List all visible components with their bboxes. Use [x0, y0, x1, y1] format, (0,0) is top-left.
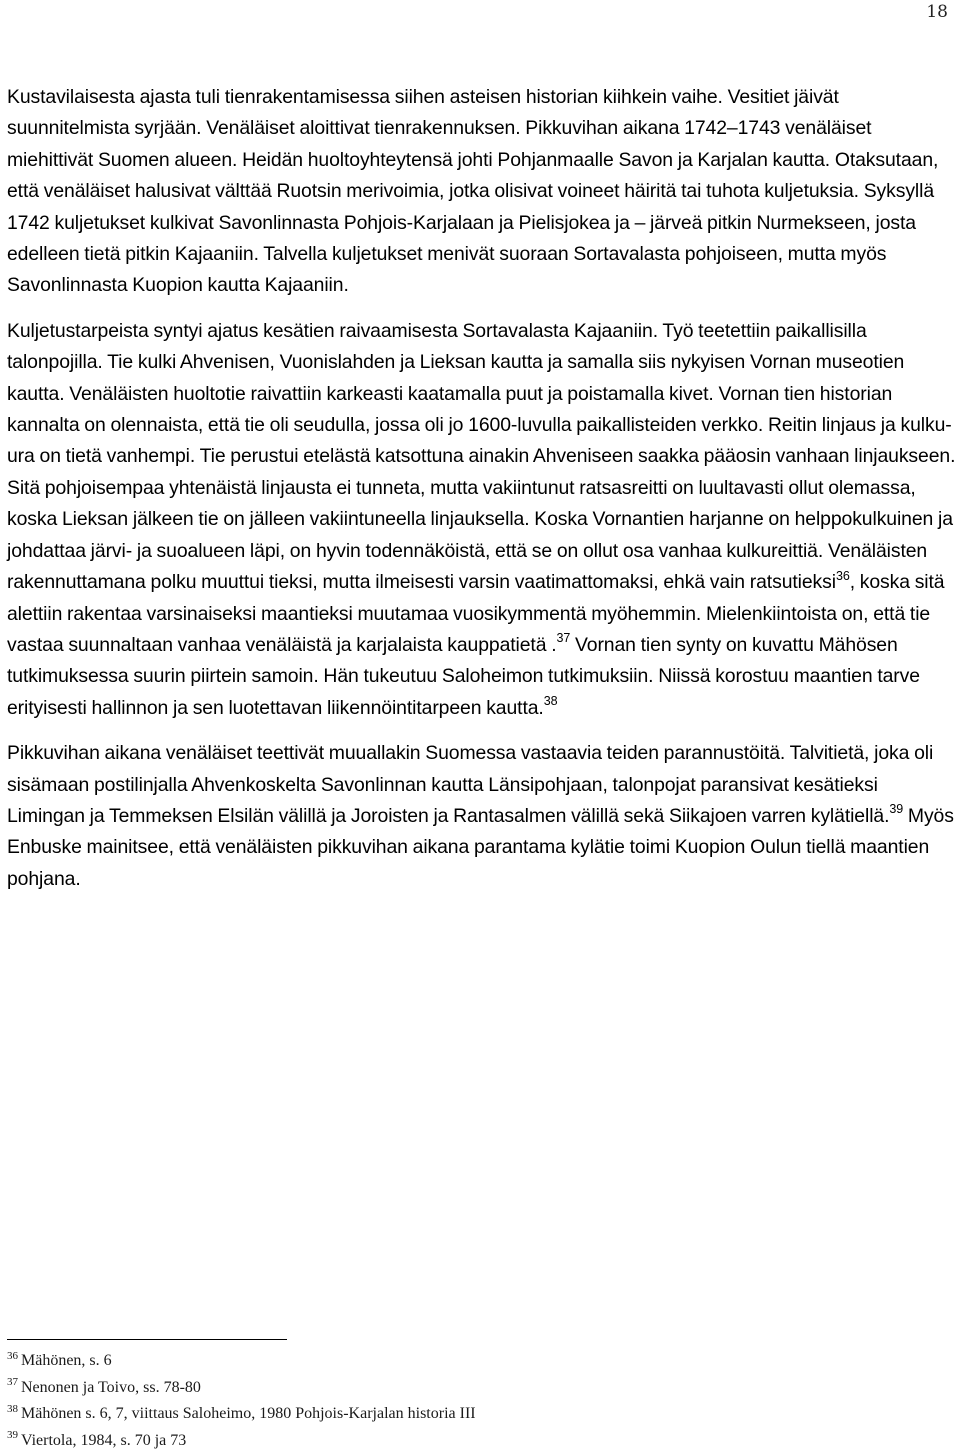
footnote-text: Nenonen ja Toivo, ss. 78-80 [21, 1378, 201, 1396]
document-body [7, 82, 957, 909]
footnote-number: 38 [7, 1402, 18, 1415]
paragraph-1 [7, 82, 957, 302]
footnote-text: Viertola, 1984, s. 70 ja 73 [21, 1431, 187, 1449]
paragraph-text: Pikkuvihan aikana venäläiset teettivät muuallakin Suomessa vastaavia teiden parannustöitä. Talvitietä, joka oli sisämaan postilinjalla Ahvenkoskelta Savonlinnan kautta Länsipohjaan, talonpojat paransivat kesätieksi Limingan ja Temmeksen Elsilän välillä ja Joroisten ja Rantasalmen välillä sekä Siikajoen varren kylätiellä. [7, 742, 934, 827]
footnotes [7, 1348, 907, 1454]
footnote-text: Mähönen s. 6, 7, viittaus Saloheimo, 1980 Pohjois-Karjalan historia III [21, 1405, 476, 1422]
footnote-38 [7, 1401, 907, 1428]
paragraph-text: , koska sitä alettiin rakentaa varsinaiseksi maantieksi muutamaa vuosikymmentä myöhemmin. Mielenkiintoista on, että tie vastaa suunnaltaan vanhaa venäläistä ja karjalaista kauppatietä . [7, 571, 945, 656]
footnote-text: Mähönen, s. 6 [21, 1352, 112, 1369]
page-number: 18 [926, 2, 948, 22]
footnote-number: 37 [7, 1376, 18, 1389]
footnote-37 [7, 1375, 907, 1402]
footnote-39 [7, 1428, 907, 1455]
footnote-ref-38[interactable]: 38 [543, 694, 558, 709]
paragraph-2 [7, 316, 957, 724]
footnote-36 [7, 1348, 907, 1375]
paragraph-text: Vornan tien synty on kuvattu Mähösen tutkimuksessa suurin piirtein samoin. Hän tukeutuu Saloheimon tutkimuksiin. Niissä korostuu maantien tarve erityisesti hallinnon ja sen luotettavan liikennöintitarpeen kautta. [7, 633, 920, 719]
footnote-number: 39 [7, 1429, 18, 1442]
paragraph-text: Kuljetustarpeista syntyi ajatus kesätien raivaamisesta Sortavalasta Kajaaniin. Työ teetettiin paikallisilla talonpojilla. Tie kulki Ahvenisen, Vuonislahden ja Lieksan kautta ja samalla siis nykyisen Vornan museotien kautta. Venäläisten huoltotie raivattiin karkeasti kaatamalla puut ja poistamalla kivet. Vornan tien historian kannalta on olennaista, että tie oli seudulla, jossa oli jo 1600-luvulla paikallisteiden verkko. Reitin linjaus ja kulku-ura on tietä vanhempi. Tie perustui etelästä katsottuna ainakin Ahveniseen saakka pääosin vanhaan linjaukseen. Sitä pohjoisempaa yhtenäistä linjausta ei tunneta, mutta vakiintunut ratsasreitti on luultavasti ollut olemassa, koska Lieksan jälkeen tie on jälleen vakiintuneella linjauksella. Koska Vornantien harjanne on helppokulkuinen ja johdattaa järvi- ja suoalueen läpi, on hyvin todennäköistä, että se on ollut osa vanhaa kulkureittiä. Venäläisten rakennuttamana polku muuttui tieksi, mutta ilmeisesti varsin vaatimattomaksi, ehkä vain ratsutieksi [7, 319, 956, 594]
paragraph-3 [7, 738, 957, 895]
paragraph-text: Kustavilaisesta ajasta tuli tienrakentamisessa siihen asteisen historian kiihkein vaihe. Vesitiet jäivät suunnitelmista syrjään. Venäläiset aloittivat tienrakennuksen. Pikkuvihan aikana 1742–1743 venäläiset miehittivät Suomen alueen. Heidän huoltoyhteytensä johti Pohjanmaalle Savon ja Karjalan kautta. Otaksutaan, että venäläiset halusivat välttää Ruotsin merivoimia, jotka olisivat voineet häiritä tai tuhota kuljetuksia. Syksyllä 1742 kuljetukset kulkivat Savonlinnasta Pohjois-Karjalaan ja Pielisjokea ja – järveä pitkin Nurmekseen, josta edelleen tietä pitkin Kajaaniin. Talvella kuljetukset menivät suoraan Sortavalasta pohjoiseen, mutta myös Savonlinnasta Kuopion kautta Kajaaniin. [7, 86, 939, 297]
paragraph-text: Myös Enbuske mainitsee, että venäläisten pikkuvihan aikana parantama kylätie toimi Kuopion Oulun tiellä maantien pohjana. [7, 804, 954, 890]
footnote-number: 36 [7, 1349, 18, 1362]
footnote-ref-39[interactable]: 39 [889, 802, 904, 817]
footnote-ref-37[interactable]: 37 [556, 631, 571, 646]
footnote-separator [7, 1339, 287, 1340]
footnote-ref-36[interactable]: 36 [835, 568, 850, 583]
